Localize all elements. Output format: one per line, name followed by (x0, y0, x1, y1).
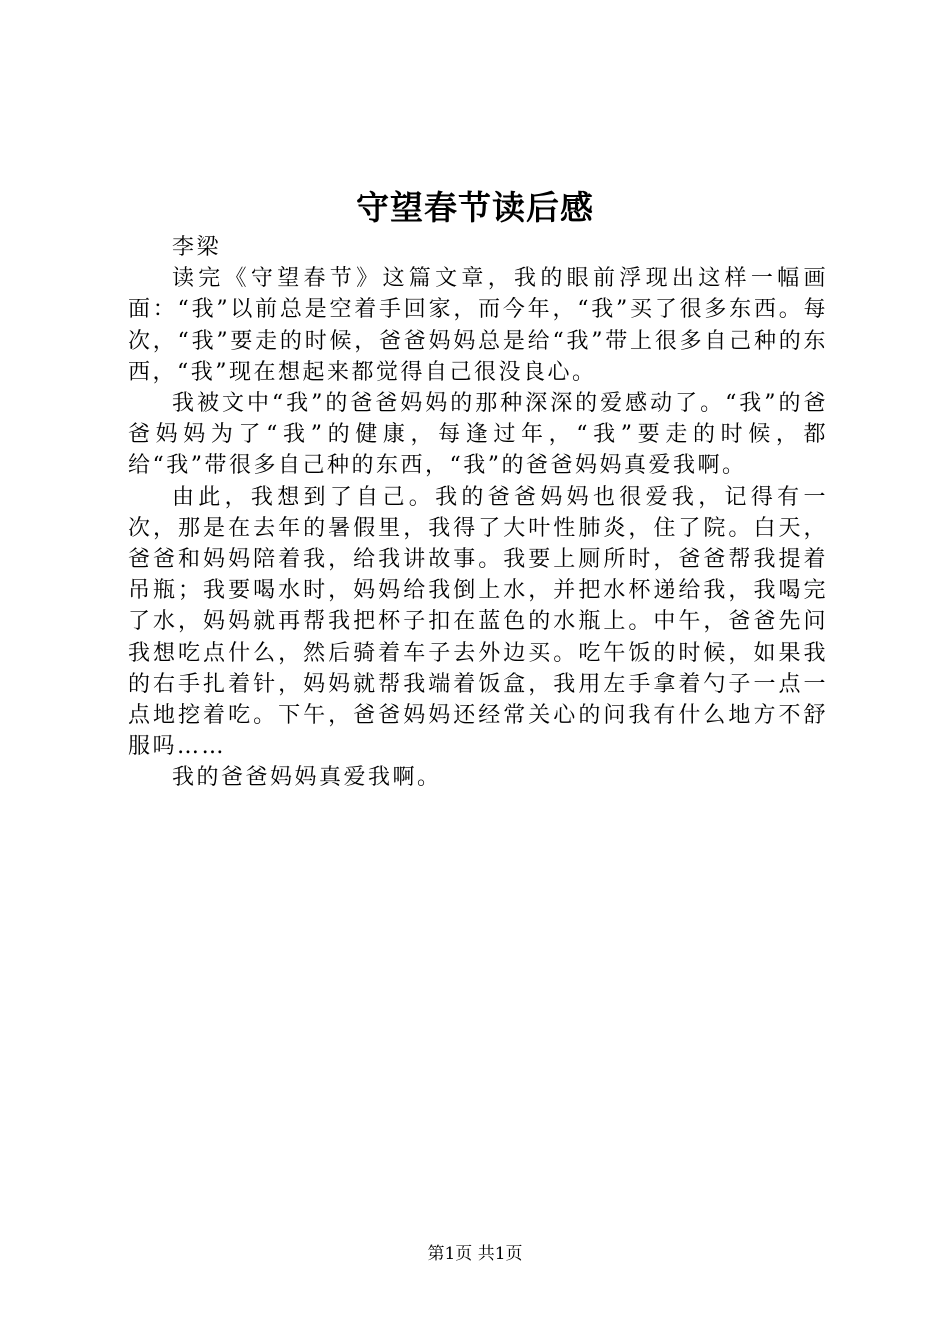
paragraph-3: 由此，我想到了自己。我的爸爸妈妈也很爱我，记得有一次，那是在去年的暑假里，我得了大叶性肺炎，住了院。白天，爸爸和妈妈陪着我，给我讲故事。我要上厕所时，爸爸帮我提着吊瓶；我要喝水时，妈妈给我倒上水，并把水杯递给我，我喝完了水，妈妈就再帮我把杯子扣在蓝色的水瓶上。中午，爸爸先问我想吃点什么，然后骑着车子去外边买。吃午饭的时候，如果我的右手扎着针，妈妈就帮我端着饭盒，我用左手拿着勺子一点一点地挖着吃。下午，爸爸妈妈还经常关心的问我有什么地方不舒服吗…… (128, 484, 828, 760)
paragraph-4: 我的爸爸妈妈真爱我啊。 (172, 765, 442, 791)
author-name: 李梁 (172, 235, 222, 260)
page-footer: 第1页 共1页 (427, 1244, 523, 1264)
paragraph-1: 读完《守望春节》这篇文章，我的眼前浮现出这样一幅画面：“我”以前总是空着手回家，而今年，“我”买了很多东西。每次，“我”要走的时候，爸爸妈妈总是给“我”带上很多自己种的东西，“我”现在想起来都觉得自己很没良心。 (128, 266, 828, 385)
document-body (128, 232, 828, 794)
document-title: 守望春节读后感 (356, 188, 594, 227)
paragraph-2: 我被文中“我”的爸爸妈妈的那种深深的爱感动了。“我”的爸爸妈妈为了“我”的健康，每逢过年，“我”要走的时候，都给“我”带很多自己种的东西，“我”的爸爸妈妈真爱我啊。 (128, 391, 828, 479)
